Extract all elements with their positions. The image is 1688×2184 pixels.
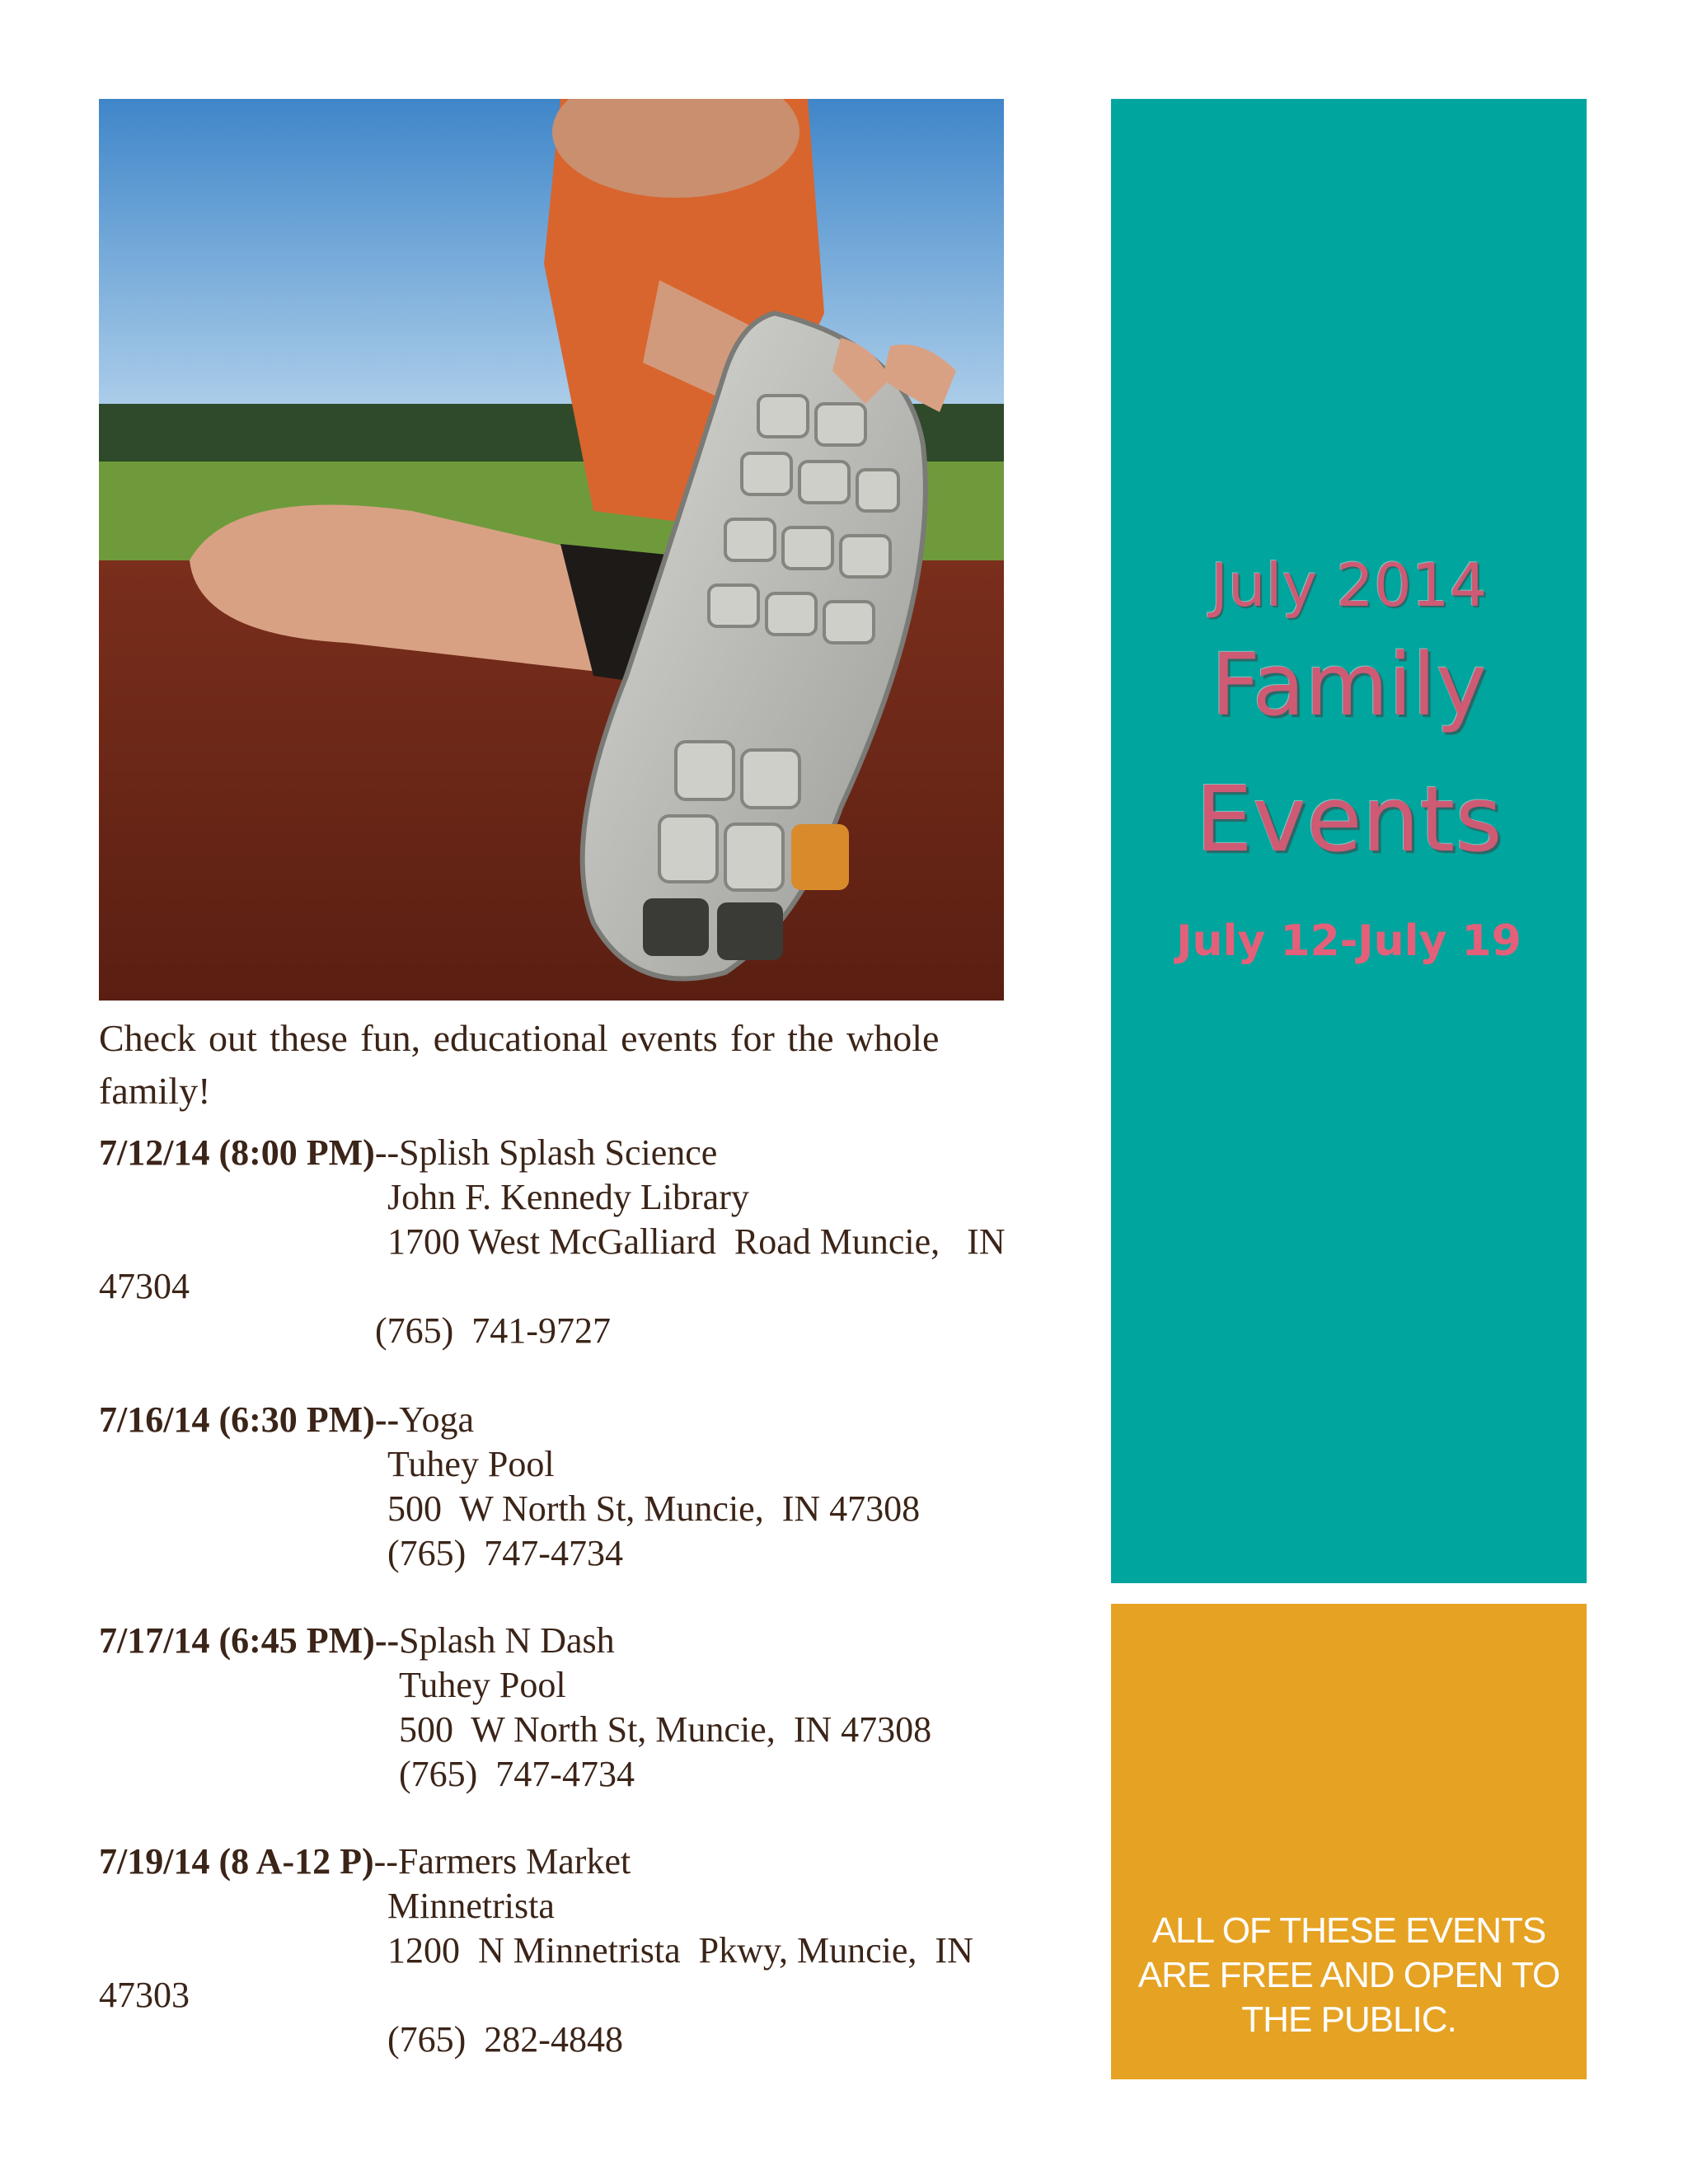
event-entry [99, 1131, 1071, 1353]
date-range: July 12-July 19 [1176, 916, 1522, 966]
event-venue: Tuhey Pool [399, 1665, 566, 1705]
event-entry [99, 1840, 1071, 2062]
title-line-1: Family [1211, 635, 1487, 735]
event-address: 1700 West McGalliard Road Muncie, IN [387, 1221, 1006, 1262]
event-zip: 47303 [99, 1975, 190, 2015]
event-heading [99, 1619, 1071, 1663]
event-title: Splish Splash Science [399, 1132, 718, 1173]
event-phone: (765) 741-9727 [375, 1310, 611, 1351]
event-separator: -- [373, 1841, 398, 1882]
notice-panel [1111, 1604, 1587, 2079]
event-title: Splash N Dash [399, 1620, 615, 1661]
event-title: Yoga [399, 1399, 475, 1440]
running-shoe-illustration [99, 99, 1004, 1001]
event-entry [99, 1398, 1071, 1576]
event-venue: Tuhey Pool [387, 1444, 555, 1484]
event-date: 7/17/14 (6:45 PM)-- [99, 1620, 400, 1661]
title-month: July 2014 [1210, 551, 1488, 620]
event-address: 500 W North St, Muncie, IN 47308 [399, 1709, 932, 1750]
event-venue: John F. Kennedy Library [387, 1177, 749, 1217]
event-heading [99, 1131, 1071, 1175]
event-phone: (765) 747-4734 [399, 1754, 635, 1794]
notice-text: ALL OF THESE EVENTS ARE FREE AND OPEN TO THE PUBLIC. [1137, 1910, 1560, 2040]
intro-text: Check out these fun, educational events for the whole family! [99, 1017, 940, 1112]
event-entry [99, 1619, 1071, 1797]
event-title: Farmers Market [397, 1841, 631, 1882]
event-address: 1200 N Minnetrista Pkwy, Muncie, IN [387, 1930, 973, 1971]
event-date: 7/19/14 (8 A-12 P) [99, 1841, 374, 1882]
event-phone: (765) 282-4848 [387, 2019, 623, 2060]
hero-photo [99, 99, 1004, 1001]
event-heading [99, 1840, 1071, 1884]
event-zip: 47304 [99, 1266, 190, 1306]
event-venue: Minnetrista [387, 1886, 555, 1926]
event-date: 7/16/14 (6:30 PM)-- [99, 1399, 400, 1440]
event-phone: (765) 747-4734 [387, 1533, 623, 1573]
event-date: 7/12/14 (8:00 PM) [99, 1132, 375, 1173]
event-address: 500 W North St, Muncie, IN 47308 [387, 1488, 921, 1529]
title-line-2: Events [1195, 766, 1503, 872]
title-panel [1111, 99, 1587, 1583]
event-separator: -- [374, 1132, 400, 1173]
event-heading [99, 1398, 1071, 1442]
